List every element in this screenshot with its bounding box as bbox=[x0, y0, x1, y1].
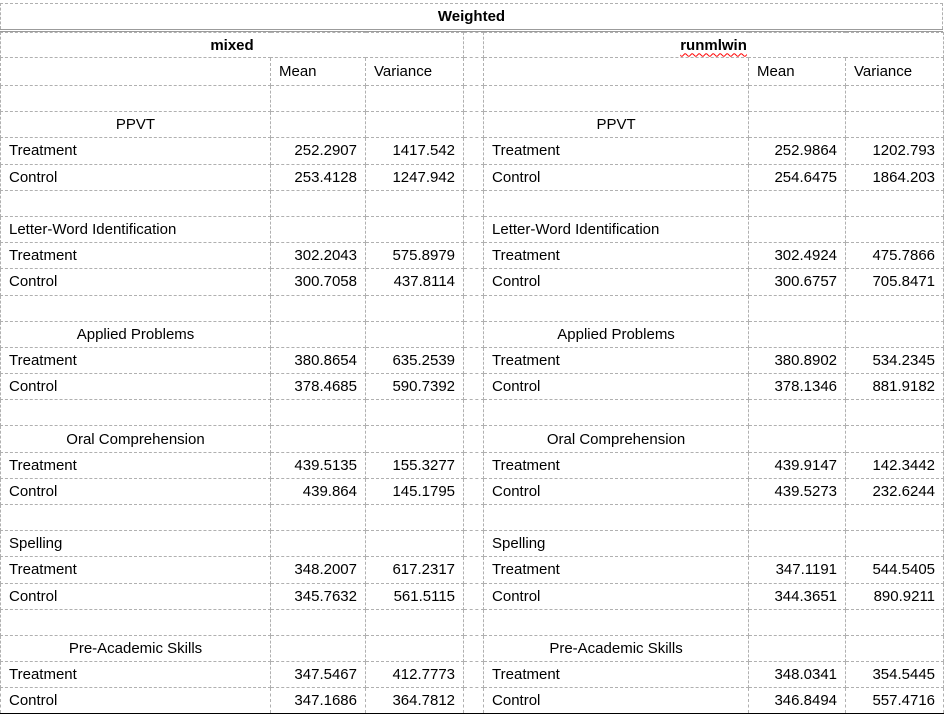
empty-cell bbox=[846, 216, 944, 242]
row-label: Treatment bbox=[1, 662, 271, 688]
empty-cell bbox=[271, 295, 366, 321]
empty-cell bbox=[366, 426, 464, 452]
panel-header-mixed bbox=[1, 33, 464, 58]
spacer-cell bbox=[464, 505, 484, 531]
variance-value: 890.9211 bbox=[846, 583, 944, 609]
mean-value: 380.8654 bbox=[271, 347, 366, 373]
section-label-right: Oral Comprehension bbox=[484, 426, 749, 452]
empty-cell bbox=[846, 609, 944, 635]
empty-cell bbox=[846, 426, 944, 452]
empty-cell bbox=[846, 112, 944, 138]
section-label-row bbox=[1, 321, 944, 347]
spacer-cell bbox=[464, 531, 484, 557]
mean-column-header-left: Mean bbox=[271, 58, 366, 86]
empty-cell bbox=[846, 86, 944, 112]
empty-cell bbox=[749, 505, 846, 531]
panel-header-mixed-label: mixed bbox=[210, 36, 254, 54]
treatment-row bbox=[1, 347, 944, 373]
spacer-cell bbox=[464, 86, 484, 112]
variance-value: 575.8979 bbox=[366, 243, 464, 269]
section-label-row bbox=[1, 216, 944, 242]
spacer-cell bbox=[464, 452, 484, 478]
empty-cell bbox=[271, 112, 366, 138]
empty-cell bbox=[1, 86, 271, 112]
mean-value: 348.2007 bbox=[271, 557, 366, 583]
spacer-cell bbox=[464, 33, 484, 58]
empty-cell bbox=[846, 295, 944, 321]
empty-cell bbox=[484, 58, 749, 86]
separator-row bbox=[1, 190, 944, 216]
empty-cell bbox=[271, 531, 366, 557]
variance-column-header-right: Variance bbox=[846, 58, 944, 86]
table-body bbox=[1, 86, 944, 714]
spacer-cell bbox=[464, 688, 484, 714]
empty-cell bbox=[1, 505, 271, 531]
section-label-left: Spelling bbox=[1, 531, 271, 557]
empty-cell bbox=[271, 321, 366, 347]
empty-cell bbox=[749, 531, 846, 557]
variance-value: 475.7866 bbox=[846, 243, 944, 269]
empty-cell bbox=[366, 531, 464, 557]
empty-cell bbox=[1, 58, 271, 86]
control-row bbox=[1, 478, 944, 504]
column-header-row bbox=[1, 58, 944, 86]
empty-cell bbox=[366, 400, 464, 426]
spacer-cell bbox=[464, 269, 484, 295]
empty-cell bbox=[846, 190, 944, 216]
mean-value: 300.7058 bbox=[271, 269, 366, 295]
control-row bbox=[1, 269, 944, 295]
mean-value: 378.4685 bbox=[271, 374, 366, 400]
spacer-cell bbox=[464, 164, 484, 190]
empty-cell bbox=[271, 216, 366, 242]
empty-cell bbox=[271, 400, 366, 426]
variance-value: 1247.942 bbox=[366, 164, 464, 190]
row-label: Control bbox=[484, 269, 749, 295]
mean-value: 300.6757 bbox=[749, 269, 846, 295]
empty-cell bbox=[749, 426, 846, 452]
empty-cell bbox=[749, 112, 846, 138]
section-label-row bbox=[1, 112, 944, 138]
variance-value: 705.8471 bbox=[846, 269, 944, 295]
row-label: Control bbox=[484, 478, 749, 504]
variance-value: 364.7812 bbox=[366, 688, 464, 714]
section-label-row bbox=[1, 635, 944, 661]
empty-cell bbox=[366, 86, 464, 112]
mean-value: 344.3651 bbox=[749, 583, 846, 609]
spacer-cell bbox=[464, 216, 484, 242]
empty-cell bbox=[1, 609, 271, 635]
section-label-right: Pre-Academic Skills bbox=[484, 635, 749, 661]
section-label-row bbox=[1, 426, 944, 452]
variance-value: 1417.542 bbox=[366, 138, 464, 164]
empty-cell bbox=[1, 190, 271, 216]
mean-value: 252.2907 bbox=[271, 138, 366, 164]
variance-value: 437.8114 bbox=[366, 269, 464, 295]
row-label: Treatment bbox=[1, 452, 271, 478]
empty-cell bbox=[484, 505, 749, 531]
row-label: Treatment bbox=[484, 557, 749, 583]
variance-value: 635.2539 bbox=[366, 347, 464, 373]
section-label-left: Pre-Academic Skills bbox=[1, 635, 271, 661]
row-label: Treatment bbox=[1, 557, 271, 583]
empty-cell bbox=[749, 216, 846, 242]
variance-value: 412.7773 bbox=[366, 662, 464, 688]
variance-value: 1202.793 bbox=[846, 138, 944, 164]
spacer-cell bbox=[464, 609, 484, 635]
mean-value: 439.864 bbox=[271, 478, 366, 504]
empty-cell bbox=[271, 426, 366, 452]
panel-header-row bbox=[1, 33, 944, 58]
spacer-cell bbox=[464, 557, 484, 583]
mean-value: 302.4924 bbox=[749, 243, 846, 269]
spacer-cell bbox=[464, 243, 484, 269]
spacer-cell bbox=[464, 662, 484, 688]
row-label: Treatment bbox=[1, 347, 271, 373]
empty-cell bbox=[484, 609, 749, 635]
spacer-cell bbox=[464, 426, 484, 452]
spacer-cell bbox=[464, 295, 484, 321]
mean-value: 380.8902 bbox=[749, 347, 846, 373]
mean-value: 253.4128 bbox=[271, 164, 366, 190]
empty-cell bbox=[846, 635, 944, 661]
empty-cell bbox=[271, 635, 366, 661]
control-row bbox=[1, 164, 944, 190]
mean-column-header-right: Mean bbox=[749, 58, 846, 86]
empty-cell bbox=[749, 609, 846, 635]
row-label: Treatment bbox=[484, 138, 749, 164]
variance-value: 142.3442 bbox=[846, 452, 944, 478]
row-label: Control bbox=[484, 688, 749, 714]
empty-cell bbox=[749, 295, 846, 321]
row-label: Control bbox=[1, 688, 271, 714]
separator-row bbox=[1, 609, 944, 635]
row-label: Control bbox=[1, 164, 271, 190]
mean-value: 439.5273 bbox=[749, 478, 846, 504]
row-label: Control bbox=[1, 583, 271, 609]
separator-row bbox=[1, 86, 944, 112]
row-label: Treatment bbox=[484, 243, 749, 269]
empty-cell bbox=[484, 86, 749, 112]
row-label: Treatment bbox=[484, 662, 749, 688]
row-label: Control bbox=[484, 583, 749, 609]
variance-value: 544.5405 bbox=[846, 557, 944, 583]
empty-cell bbox=[366, 505, 464, 531]
section-label-right: PPVT bbox=[484, 112, 749, 138]
treatment-row bbox=[1, 138, 944, 164]
treatment-row bbox=[1, 243, 944, 269]
panel-header-runmlwin bbox=[484, 33, 944, 58]
empty-cell bbox=[749, 190, 846, 216]
spacer-cell bbox=[464, 583, 484, 609]
spacer-cell bbox=[464, 478, 484, 504]
spacer-cell bbox=[464, 400, 484, 426]
mean-value: 439.5135 bbox=[271, 452, 366, 478]
row-label: Control bbox=[1, 374, 271, 400]
variance-value: 155.3277 bbox=[366, 452, 464, 478]
variance-value: 557.4716 bbox=[846, 688, 944, 714]
variance-value: 534.2345 bbox=[846, 347, 944, 373]
row-label: Control bbox=[1, 478, 271, 504]
row-label: Treatment bbox=[484, 452, 749, 478]
variance-value: 145.1795 bbox=[366, 478, 464, 504]
control-row bbox=[1, 374, 944, 400]
empty-cell bbox=[846, 321, 944, 347]
treatment-row bbox=[1, 557, 944, 583]
row-label: Control bbox=[484, 164, 749, 190]
mean-value: 348.0341 bbox=[749, 662, 846, 688]
treatment-row bbox=[1, 662, 944, 688]
row-label: Treatment bbox=[1, 138, 271, 164]
section-label-right: Applied Problems bbox=[484, 321, 749, 347]
separator-row bbox=[1, 400, 944, 426]
section-label-left: Letter-Word Identification bbox=[1, 216, 271, 242]
mean-value: 347.1191 bbox=[749, 557, 846, 583]
variance-value: 590.7392 bbox=[366, 374, 464, 400]
mean-value: 347.1686 bbox=[271, 688, 366, 714]
empty-cell bbox=[366, 635, 464, 661]
spacer-cell bbox=[464, 138, 484, 164]
spacer-cell bbox=[464, 347, 484, 373]
separator-row bbox=[1, 505, 944, 531]
row-label: Control bbox=[484, 374, 749, 400]
treatment-row bbox=[1, 452, 944, 478]
section-label-left: PPVT bbox=[1, 112, 271, 138]
section-label-row bbox=[1, 531, 944, 557]
variance-value: 232.6244 bbox=[846, 478, 944, 504]
variance-value: 881.9182 bbox=[846, 374, 944, 400]
weighted-stats-table bbox=[0, 32, 944, 714]
section-label-right: Letter-Word Identification bbox=[484, 216, 749, 242]
mean-value: 346.8494 bbox=[749, 688, 846, 714]
empty-cell bbox=[366, 190, 464, 216]
empty-cell bbox=[846, 531, 944, 557]
spacer-cell bbox=[464, 190, 484, 216]
mean-value: 254.6475 bbox=[749, 164, 846, 190]
spacer-cell bbox=[464, 112, 484, 138]
empty-cell bbox=[484, 190, 749, 216]
report-title: Weighted bbox=[0, 3, 943, 29]
row-label: Treatment bbox=[484, 347, 749, 373]
empty-cell bbox=[366, 112, 464, 138]
empty-cell bbox=[484, 295, 749, 321]
empty-cell bbox=[366, 609, 464, 635]
control-row bbox=[1, 583, 944, 609]
spacer-cell bbox=[464, 58, 484, 86]
row-label: Control bbox=[1, 269, 271, 295]
empty-cell bbox=[749, 86, 846, 112]
mean-value: 378.1346 bbox=[749, 374, 846, 400]
empty-cell bbox=[366, 216, 464, 242]
spacer-cell bbox=[464, 321, 484, 347]
mean-value: 347.5467 bbox=[271, 662, 366, 688]
row-label: Treatment bbox=[1, 243, 271, 269]
control-row bbox=[1, 688, 944, 714]
variance-value: 354.5445 bbox=[846, 662, 944, 688]
table-head-rows bbox=[1, 33, 944, 86]
section-label-left: Applied Problems bbox=[1, 321, 271, 347]
empty-cell bbox=[1, 295, 271, 321]
mean-value: 302.2043 bbox=[271, 243, 366, 269]
empty-cell bbox=[749, 635, 846, 661]
section-label-right: Spelling bbox=[484, 531, 749, 557]
empty-cell bbox=[1, 400, 271, 426]
empty-cell bbox=[271, 505, 366, 531]
empty-cell bbox=[846, 505, 944, 531]
mean-value: 345.7632 bbox=[271, 583, 366, 609]
mean-value: 439.9147 bbox=[749, 452, 846, 478]
empty-cell bbox=[366, 295, 464, 321]
empty-cell bbox=[749, 400, 846, 426]
empty-cell bbox=[271, 190, 366, 216]
empty-cell bbox=[484, 400, 749, 426]
section-label-left: Oral Comprehension bbox=[1, 426, 271, 452]
spacer-cell bbox=[464, 374, 484, 400]
variance-value: 1864.203 bbox=[846, 164, 944, 190]
empty-cell bbox=[271, 609, 366, 635]
empty-cell bbox=[749, 321, 846, 347]
empty-cell bbox=[271, 86, 366, 112]
variance-value: 561.5115 bbox=[366, 583, 464, 609]
variance-column-header-left: Variance bbox=[366, 58, 464, 86]
separator-row bbox=[1, 295, 944, 321]
mean-value: 252.9864 bbox=[749, 138, 846, 164]
spacer-cell bbox=[464, 635, 484, 661]
empty-cell bbox=[846, 400, 944, 426]
variance-value: 617.2317 bbox=[366, 557, 464, 583]
empty-cell bbox=[366, 321, 464, 347]
panel-header-runmlwin-label: runmlwin bbox=[680, 36, 747, 54]
